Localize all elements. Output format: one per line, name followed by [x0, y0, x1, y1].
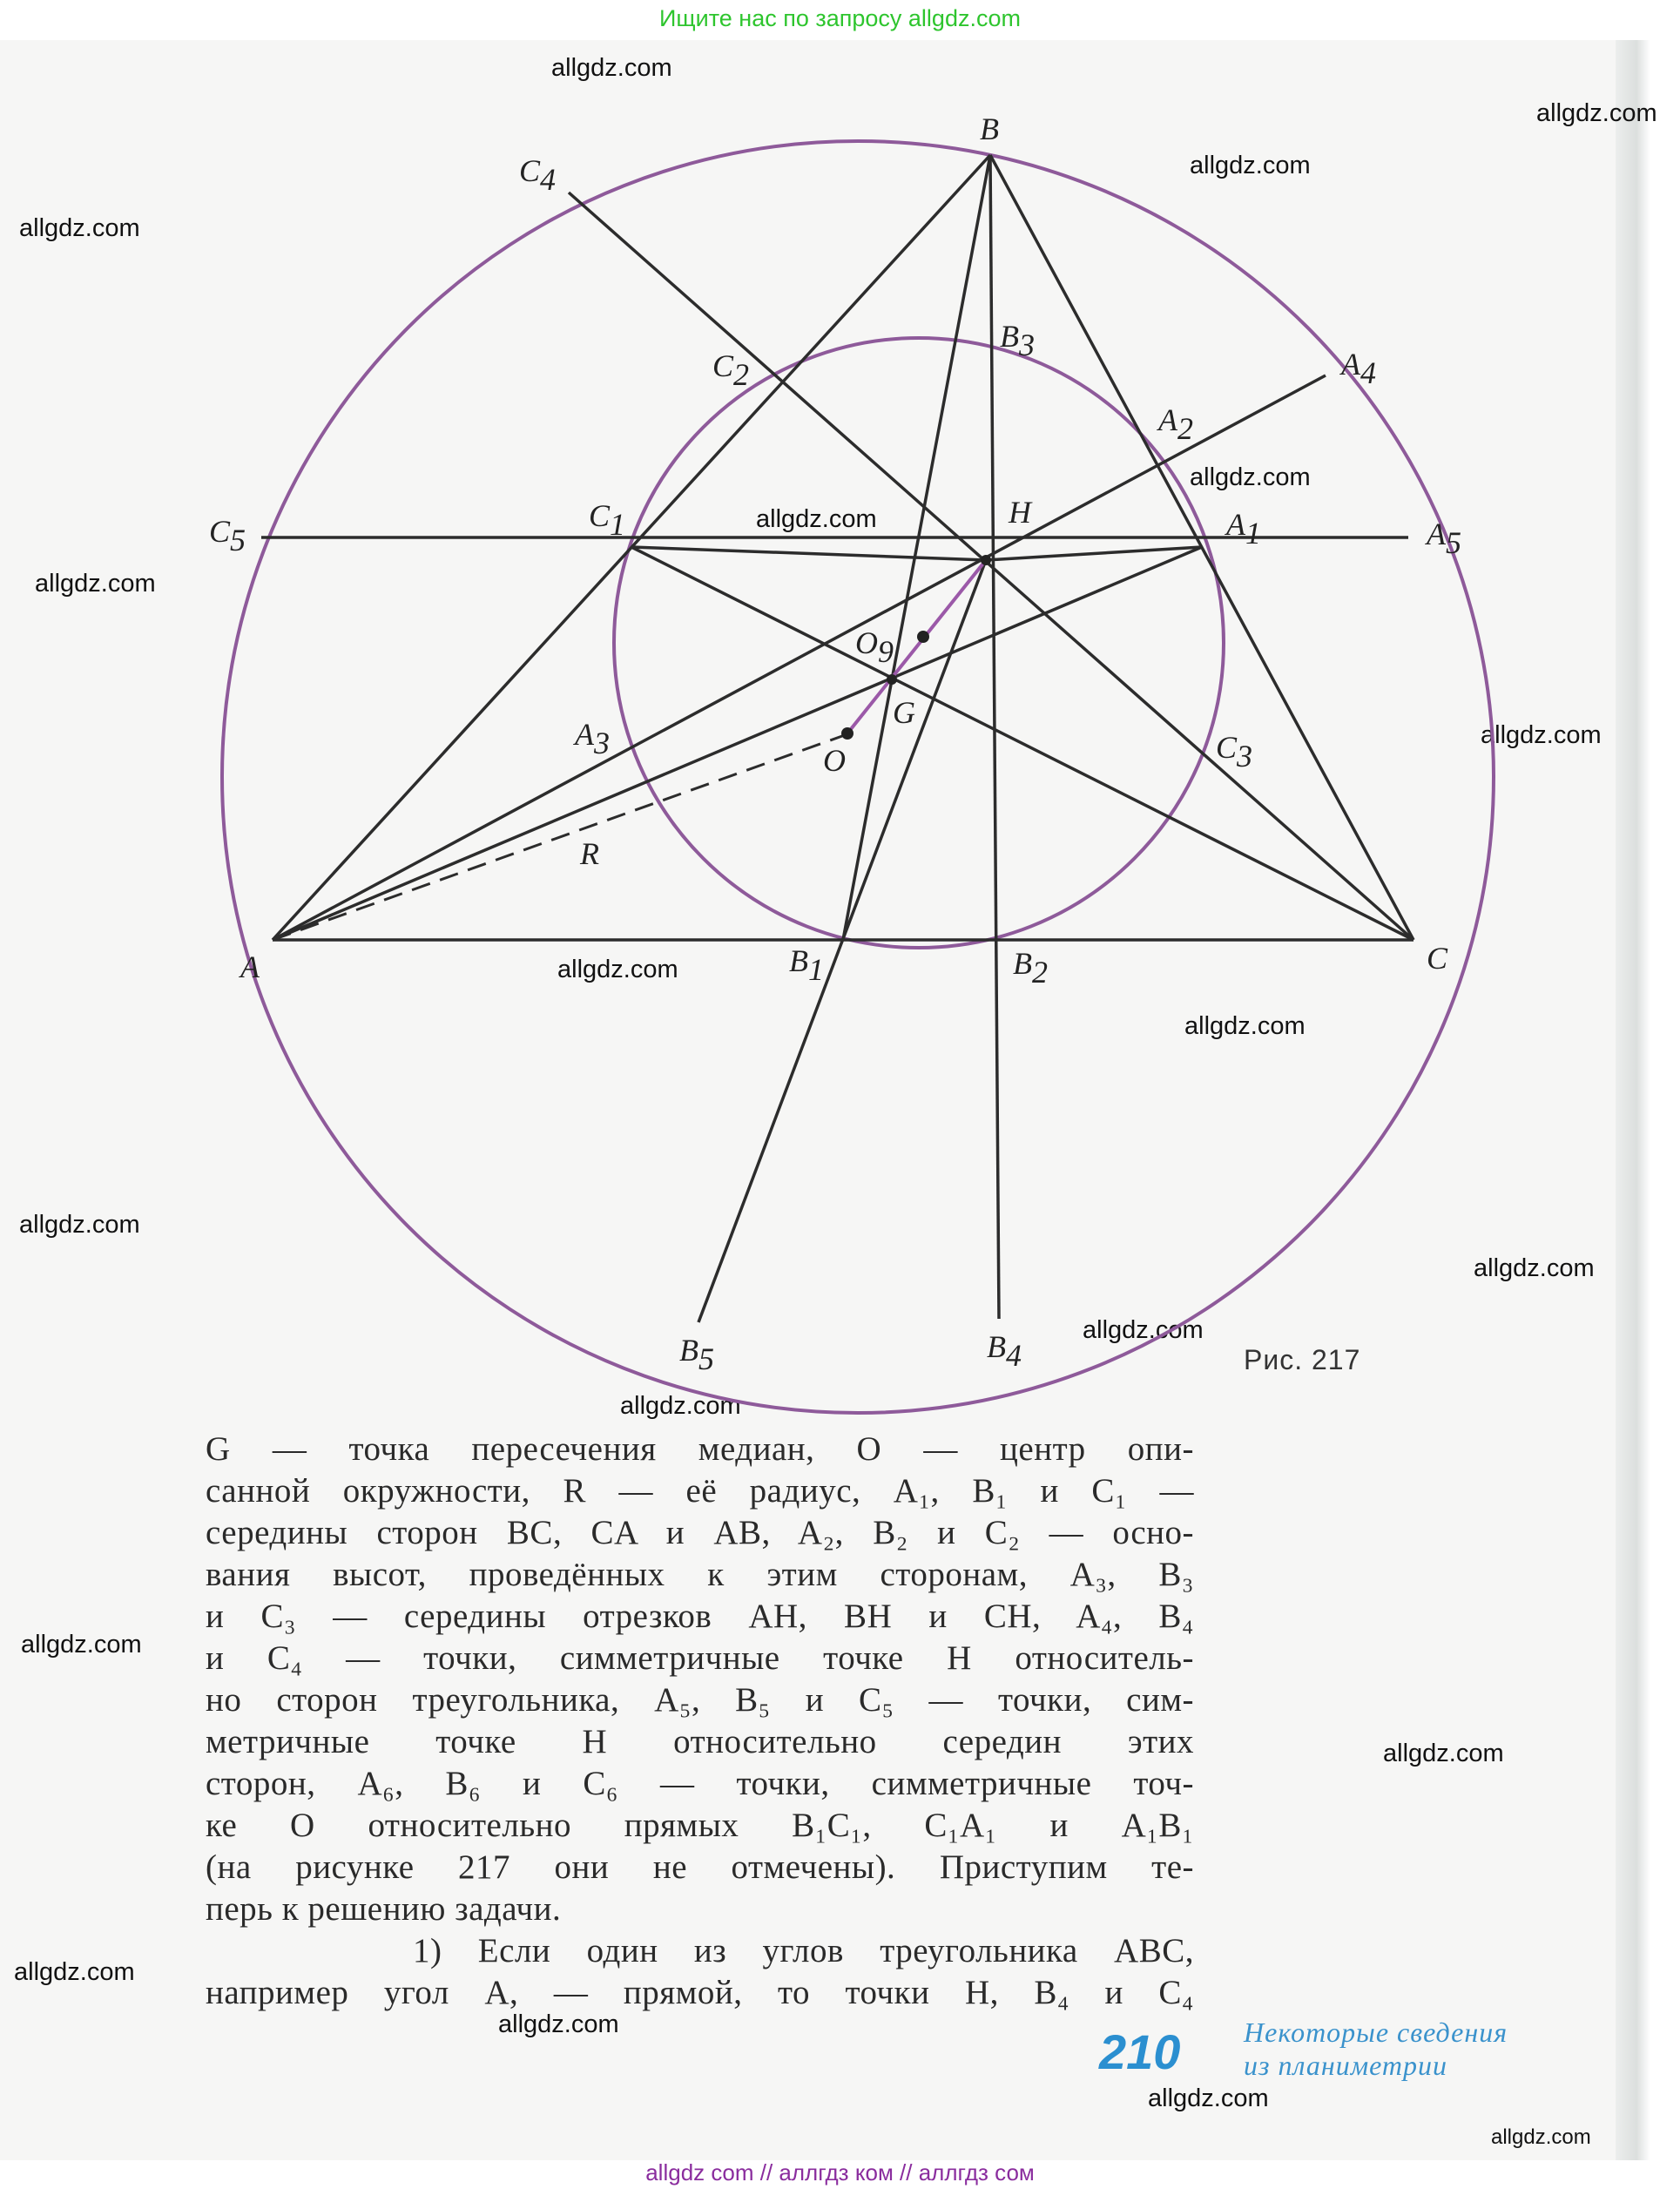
label-H: H — [1009, 495, 1031, 530]
watermark: allgdz.com — [620, 1392, 741, 1420]
watermark: allgdz.com — [19, 1211, 140, 1239]
text-line: сторон, A₆, B₆ и C₆ — точки, симметричные точ- — [206, 1765, 1194, 1802]
watermark: allgdz.com — [1083, 1316, 1204, 1344]
text-line: вания высот, проведённых к этим сторонам, A₃, B₃ — [206, 1556, 1194, 1593]
label-R: R — [580, 836, 599, 871]
point-G — [887, 674, 897, 685]
page-number: 210 — [1099, 2024, 1181, 2079]
text-line: перь к решению задачи. — [206, 1890, 562, 1928]
label-C: C — [1427, 941, 1448, 976]
text-line: середины сторон BC, CA и AB, A₂, B₂ и C₂ — осно- — [206, 1514, 1194, 1551]
circumcircle — [222, 141, 1494, 1413]
text-line: G — точка пересечения медиан, O — центр опи- — [206, 1430, 1194, 1468]
running-head — [1244, 2016, 1508, 2082]
label-B3: B3 — [1000, 319, 1035, 362]
running-head-line: Некоторые сведения — [1244, 2017, 1508, 2048]
body-text — [206, 1429, 1194, 2014]
watermark: allgdz.com — [1491, 2125, 1591, 2149]
point-O9 — [917, 631, 929, 643]
label-B4: B4 — [987, 1329, 1022, 1373]
watermark: allgdz.com — [14, 1958, 135, 1986]
label-A3: A3 — [575, 717, 610, 760]
label-O9: O9 — [855, 625, 894, 669]
text-line: и C₃ — середины отрезков AH, BH и CH, A₄, B₄ — [206, 1598, 1194, 1635]
watermark: allgdz.com — [557, 956, 678, 983]
label-B2: B2 — [1013, 946, 1048, 990]
watermark: allgdz.com — [1536, 99, 1657, 127]
watermark: allgdz.com — [21, 1631, 142, 1659]
label-A5: A5 — [1427, 517, 1461, 560]
label-C5: C5 — [209, 514, 246, 557]
watermark: allgdz.com — [19, 214, 140, 242]
label-O: O — [823, 743, 846, 778]
label-G: G — [893, 695, 915, 730]
text-line: 1) Если один из углов треугольника ABC, — [413, 1932, 1194, 1969]
text-line: и C₄ — точки, симметричные точке H относитель- — [206, 1639, 1194, 1677]
bottom-banner[interactable]: allgdz com // аллгдз ком // аллгдз сом — [645, 2159, 1035, 2186]
watermark: allgdz.com — [1148, 2084, 1269, 2112]
text-line: ке O относительно прямых B₁C₁, C₁A₁ и A₁B₁ — [206, 1807, 1194, 1844]
text-line: но сторон треугольника, A₅, B₅ и C₅ — точки, сим- — [206, 1681, 1194, 1719]
label-C3: C3 — [1216, 730, 1253, 774]
watermark: allgdz.com — [1481, 721, 1602, 749]
text-line: (на рисунке 217 они не отмечены). Приступим те- — [206, 1848, 1194, 1886]
label-A1: A1 — [1226, 507, 1261, 551]
text-line: метричные точке H относительно середин этих — [206, 1723, 1194, 1760]
watermark: allgdz.com — [498, 2010, 619, 2038]
watermark: allgdz.com — [1184, 1012, 1306, 1040]
watermark: allgdz.com — [1383, 1740, 1504, 1767]
watermark: allgdz.com — [1474, 1254, 1595, 1282]
label-B1: B1 — [789, 943, 824, 987]
top-banner[interactable]: Ищите нас по запросу allgdz.com — [659, 5, 1021, 31]
text-line: например угол A, — прямой, то точки H, B₄ и C₄ — [206, 1974, 1194, 2011]
point-O — [841, 727, 853, 740]
label-B5: B5 — [679, 1333, 714, 1376]
text-line: санной окружности, R — её радиус, A₁, B₁ и C₁ — — [206, 1472, 1194, 1510]
label-C2: C2 — [712, 348, 750, 392]
figure-caption: Рис. 217 — [1244, 1344, 1361, 1375]
label-C1: C1 — [589, 498, 626, 542]
label-A4: A4 — [1341, 347, 1376, 390]
watermark: allgdz.com — [35, 570, 156, 598]
label-B: B — [980, 111, 999, 146]
radius-R-dashed — [273, 736, 842, 940]
watermark: allgdz.com — [551, 54, 672, 82]
label-C4: C4 — [519, 153, 557, 197]
watermark: allgdz.com — [756, 505, 877, 533]
label-A: A — [240, 949, 260, 984]
point-H — [981, 555, 991, 565]
watermark: allgdz.com — [1190, 152, 1311, 179]
label-A2: A2 — [1158, 402, 1193, 446]
running-head-line: из планиметрии — [1244, 2050, 1448, 2081]
watermark: allgdz.com — [1190, 463, 1311, 491]
